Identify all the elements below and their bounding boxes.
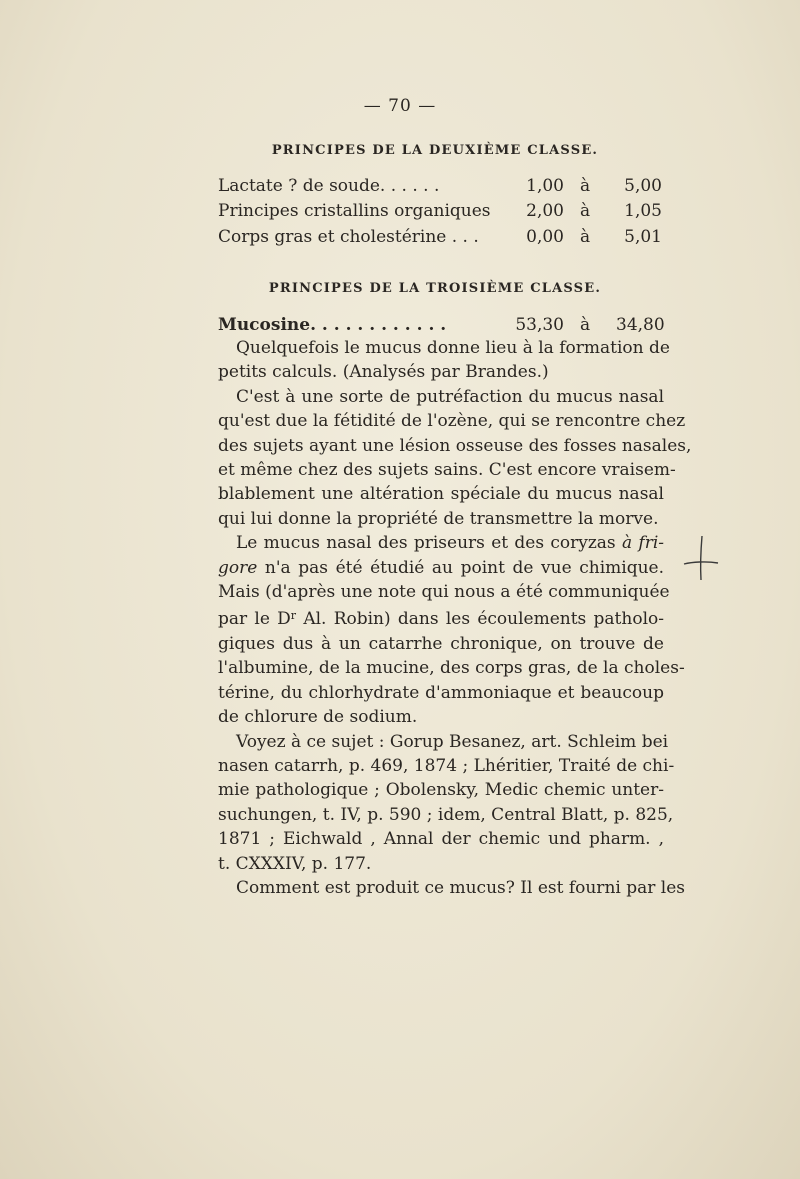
composition-row [218, 313, 665, 337]
superscript: r [290, 609, 297, 623]
text-run: Le mucus nasal des priseurs et des coryzas [236, 533, 616, 554]
text-line: C'est à une sorte de putréfaction du mucus nasal [236, 386, 664, 407]
text-line: petits calculs. (Analysés par Brandes.) [218, 362, 549, 383]
range-separator: à [580, 201, 591, 221]
range-high: 5,00 [624, 176, 662, 196]
range-separator: à [580, 227, 591, 247]
component-name: Mucosine. . . . . . . . . . . . [218, 315, 447, 335]
composition-row [218, 225, 662, 249]
text-line: térine, du chlorhydrate d'ammoniaque et beaucoup [218, 682, 664, 703]
text-line: des sujets ayant une lésion osseuse des fosses nasales, [218, 435, 692, 456]
text-run: Al. Robin) dans les écoulements patholo- [296, 609, 664, 630]
body-text [218, 336, 692, 900]
range-separator: à [580, 315, 591, 335]
text-line: t. CXXXIV, p. 177. [218, 853, 372, 874]
range-low: 0,00 [526, 227, 564, 247]
range-low: 53,30 [515, 315, 564, 335]
text-line: l'albumine, de la mucine, des corps gras, de la choles- [218, 658, 685, 679]
text-line: de chlorure de sodium. [218, 707, 418, 728]
text-line: Quelquefois le mucus donne lieu à la formation de [236, 338, 670, 358]
text-line: Voyez à ce sujet : Gorup Besanez, art. Schleim bei [236, 731, 669, 752]
text-run: n'a pas été étudié au point de vue chimique. [264, 557, 665, 578]
text-line: suchungen, t. IV, p. 590 ; idem, Central Blatt, p. 825, [218, 804, 674, 825]
text-line [218, 556, 664, 580]
range-low: 2,00 [526, 201, 564, 221]
range-high: 1,05 [624, 201, 662, 221]
text-line: 1871 ; Eichwald , Annal der chemic und pharm. , [218, 829, 664, 850]
text-line: qu'est due la fétidité de l'ozène, qui se rencontre chez [218, 411, 686, 432]
section-heading-third-class: PRINCIPES DE LA TROISIÈME CLASSE. [268, 281, 602, 296]
text-line: et même chez des sujets sains. C'est encore vraisem- [218, 460, 676, 481]
text-line: nasen catarrh, p. 469, 1874 ; Lhéritier, Traité de chi- [218, 755, 675, 776]
text-run: par le D [218, 609, 291, 630]
range-high: 34,80 [616, 315, 665, 335]
text-line: giques dus à un catarrhe chronique, on trouve de [218, 633, 664, 654]
text-line: blablement une altération spéciale du mucus nasal [218, 484, 664, 505]
range-high: 5,01 [624, 227, 662, 247]
component-name: Principes cristallins organiques [218, 201, 491, 221]
range-separator: à [580, 176, 591, 196]
pencil-cross-mark [680, 532, 720, 582]
text-line: Mais (d'après une note qui nous a été communiquée [218, 582, 670, 603]
text-line: mie pathologique ; Obolensky, Medic chemic unter- [218, 780, 664, 801]
component-name: Lactate ? de soude. . . . . . [218, 176, 440, 196]
composition-row [218, 199, 662, 223]
italic-term: gore [218, 557, 258, 578]
composition-row [218, 174, 662, 198]
text-line: qui lui donne la propriété de transmettre la morve. [218, 508, 659, 529]
italic-term: à fri- [621, 533, 665, 554]
section-heading-second-class: PRINCIPES DE LA DEUXIÈME CLASSE. [271, 143, 599, 158]
text-line [218, 604, 664, 631]
page-number: — 70 — [363, 96, 437, 116]
range-low: 1,00 [526, 176, 564, 196]
component-name: Corps gras et cholestérine . . . [218, 227, 479, 247]
text-line [218, 531, 664, 555]
text-line: Comment est produit ce mucus? Il est fourni par les [236, 877, 685, 898]
